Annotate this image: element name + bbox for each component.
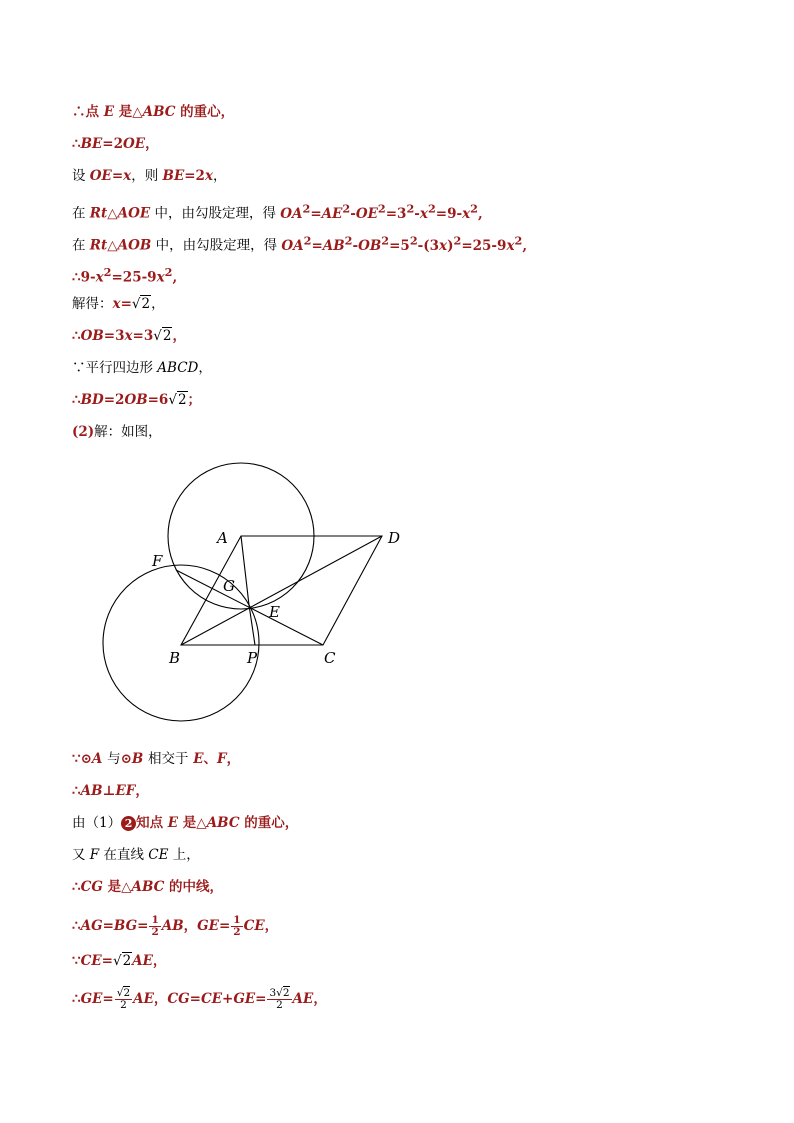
point-labels <box>151 529 400 667</box>
line-4: 在 Rt△AOE 中，由勾股定理，得 $OA^2=AE^2-OE^2=3^2-x^2=9-x^2$, <box>72 201 483 222</box>
line-10: ∴BD=2OB=6√2； <box>72 392 202 408</box>
line-1: ∴点 E 是△ABC 的重心， <box>72 104 235 120</box>
line-19: ∴GE= $\frac{√2}{2}$ AE，CG=CE+GE= $\frac{3√2}{2}$ AE， <box>72 987 327 1011</box>
line-14: 由（1） 2 知点 E 是△ABC 的重心， <box>72 815 299 831</box>
line-18: ∵CE=√2AE， <box>72 953 167 969</box>
label-c: C <box>324 649 336 667</box>
line-2: ∴BE=2OE， <box>72 136 159 152</box>
circle-b <box>103 565 259 721</box>
line-9: ∵平行四边形 ABCD， <box>72 360 212 376</box>
line-8: ∴OB=3x=3√2， <box>72 328 186 344</box>
line-12: ∵⊙A 与⊙B 相交于 E、F， <box>72 751 241 767</box>
line-17: ∴AG=BG= $\frac{1}{2}$ AB，GE= $\frac{1}{2}$ CE， <box>72 914 279 938</box>
label-e: E <box>269 603 280 621</box>
line-6: $\therefore 9-x^2=25-9x^2$, <box>72 265 178 286</box>
label-f: F <box>152 552 163 570</box>
label-g: G <box>223 577 235 595</box>
label-a: A <box>217 529 228 547</box>
line-7: 解得：x=√2， <box>72 296 165 312</box>
line-5: 在 Rt△AOB 中，由勾股定理，得 $OA^2=AB^2-OB^2=5^2-(3x)^2=25-9x^2$, <box>72 233 528 254</box>
line-3: 设 OE=x，则 BE=2x， <box>72 168 227 184</box>
line-16: ∴CG 是△ABC 的中线， <box>72 879 224 895</box>
line-15: 又 F 在直线 CE 上， <box>72 847 200 863</box>
label-b: B <box>169 649 181 667</box>
label-p: P <box>247 649 258 667</box>
line-13: ∴AB⊥EF， <box>72 783 149 799</box>
line-11: (2)解：如图， <box>72 424 162 440</box>
label-d: D <box>388 529 401 547</box>
geometry-figure <box>96 455 426 740</box>
